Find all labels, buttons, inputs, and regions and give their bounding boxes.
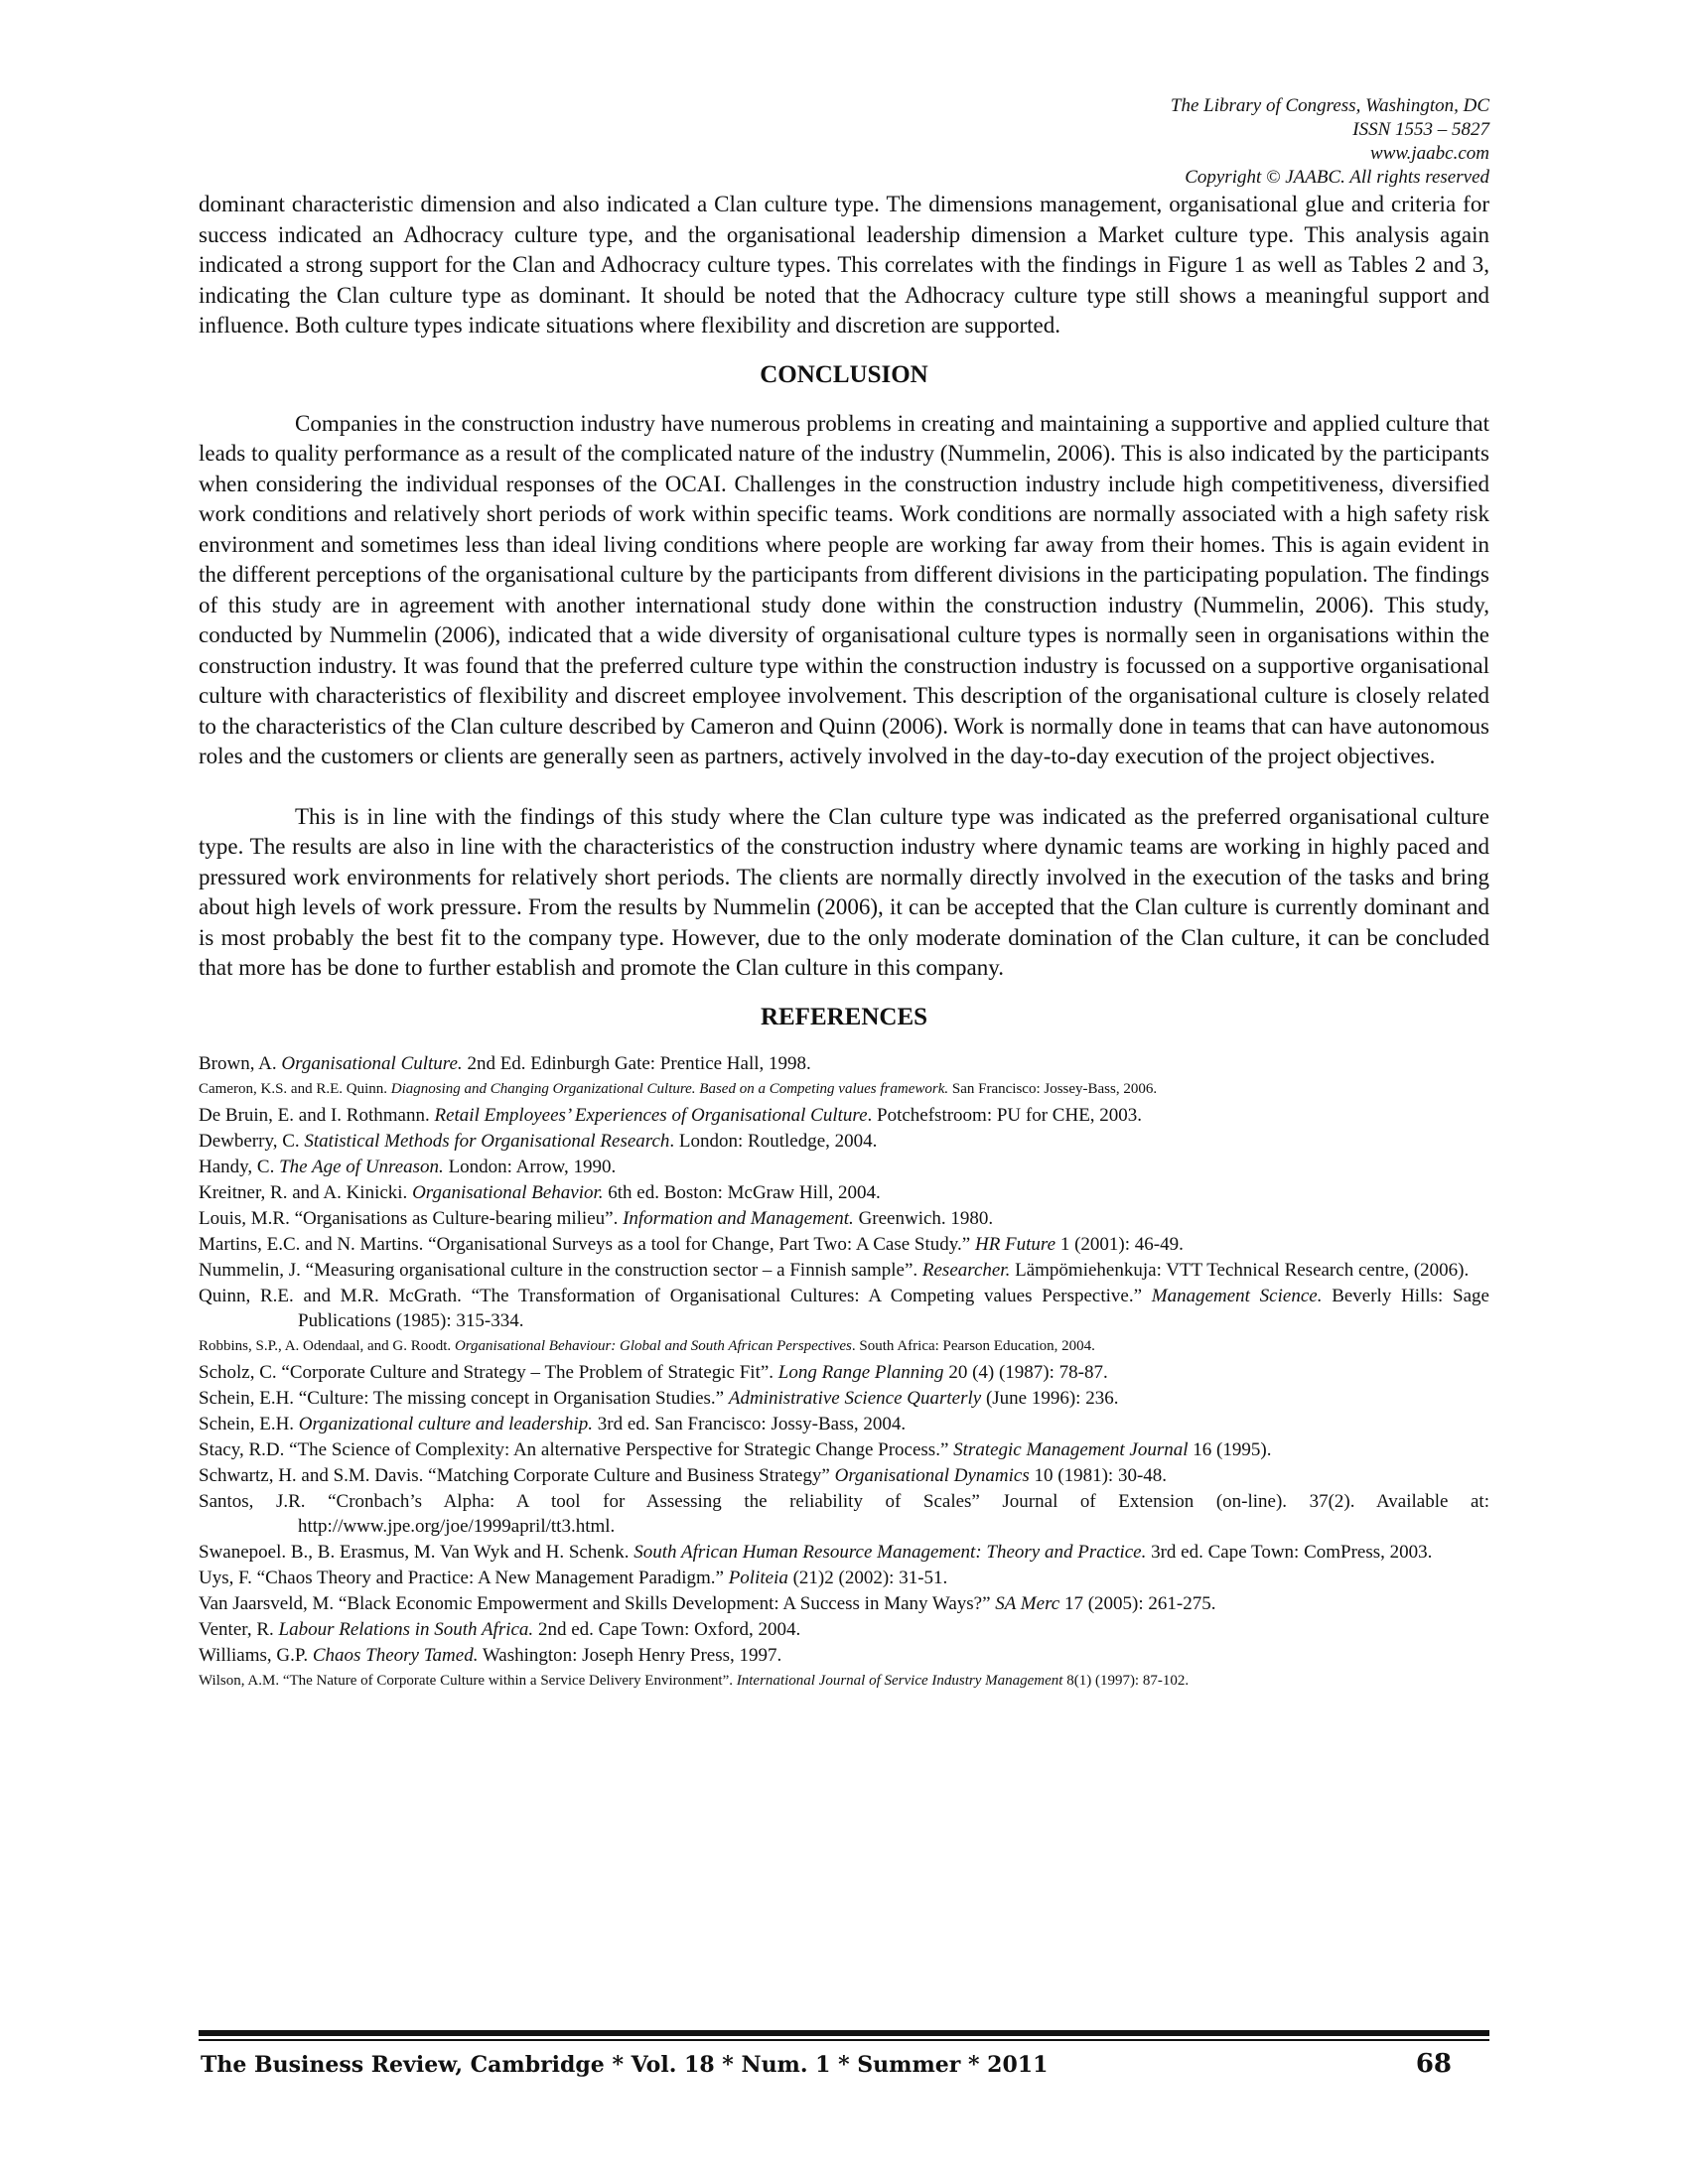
reference-title: Statistical Methods for Organisational Research (304, 1130, 670, 1152)
reference-text: (June 1996): 236. (981, 1387, 1119, 1409)
reference-entry (199, 1180, 1489, 1205)
meta-library: The Library of Congress, Washington, DC (1170, 95, 1489, 116)
reference-text: Kreitner, R. and A. Kinicki. (199, 1181, 413, 1203)
reference-text: (21)2 (2002): 31-51. (787, 1567, 948, 1588)
reference-title: HR Future (974, 1233, 1056, 1255)
conclusion-heading: CONCLUSION (760, 360, 928, 388)
reference-title: The Age of Unreason. (279, 1156, 444, 1177)
reference-text: 3rd ed. San Francisco: Jossy-Bass, 2004. (593, 1413, 907, 1434)
reference-text: Greenwich. 1980. (853, 1207, 994, 1229)
reference-title: Organisational Behavior. (412, 1181, 604, 1203)
reference-entry (199, 1540, 1489, 1565)
reference-text: Swanepoel. B., B. Erasmus, M. Van Wyk and H. Schenk. (199, 1541, 634, 1563)
reference-text: Van Jaarsveld, M. “Black Economic Empowerment and Skills Development: A Success in Many Ways?” (199, 1592, 996, 1614)
reference-text: 8(1) (1997): 87-102. (1062, 1672, 1190, 1689)
reference-text: Schein, E.H. “Culture: The missing concept in Organisation Studies.” (199, 1387, 729, 1409)
reference-entry (199, 1591, 1489, 1616)
reference-text: Santos, J.R. “Cronbach’s Alpha: A tool for Assessing the reliability of Scales” Journal of Extension (on-line). 37(2). Available at: http://www.jpe.org/joe/1999april/tt3.html. (199, 1490, 1489, 1537)
reference-entry (199, 1669, 1489, 1694)
reference-entry (199, 1437, 1489, 1462)
conclusion-paragraph-2: This is in line with the findings of this study where the Clan culture type was indicated as the preferred organisational culture type. The results are also in line with the characteristics of the construction industry where dynamic teams are working in highly paced and pressured work environments for relatively short periods. The clients are normally directly involved in the execution of the tasks and bring about high levels of work pressure. From the results by Nummelin (2006), it can be accepted that the Clan culture is currently dominant and is most probably the best fit to the company type. However, due to the only moderate domination of the Clan culture, it can be concluded that more has be done to further establish and promote the Clan culture in this company. (199, 803, 1489, 980)
references-list (199, 1051, 1489, 1694)
reference-title: Labour Relations in South Africa. (278, 1618, 534, 1640)
reference-entry (199, 1077, 1489, 1102)
footer-rule-thin (199, 2039, 1489, 2041)
page-footer (199, 2030, 1489, 2079)
reference-text: Venter, R. (199, 1618, 279, 1640)
reference-text: De Bruin, E. and I. Rothmann. (199, 1104, 435, 1126)
reference-text: Williams, G.P. (199, 1644, 313, 1666)
reference-title: Researcher. (921, 1259, 1011, 1281)
reference-text: Schwartz, H. and S.M. Davis. “Matching Corporate Culture and Business Strategy” (199, 1464, 835, 1486)
reference-entry (199, 1617, 1489, 1642)
page-content (199, 94, 1489, 1695)
meta-copyright: Copyright © JAABC. All rights reserved (1185, 167, 1489, 188)
reference-text: Dewberry, C. (199, 1130, 305, 1152)
reference-title: Politeia (728, 1567, 788, 1588)
reference-entry (199, 1051, 1489, 1076)
reference-text: . London: Routledge, 2004. (669, 1130, 878, 1152)
references-heading: REFERENCES (760, 1003, 928, 1030)
reference-entry (199, 1566, 1489, 1590)
reference-text: Wilson, A.M. “The Nature of Corporate Culture within a Service Delivery Environment”. (199, 1672, 737, 1689)
journal-meta (199, 94, 1489, 190)
reference-title: Administrative Science Quarterly (728, 1387, 982, 1409)
reference-entry (199, 1489, 1489, 1539)
reference-title: Information and Management. (623, 1207, 854, 1229)
reference-text: 3rd ed. Cape Town: ComPress, 2003. (1146, 1541, 1433, 1563)
reference-text: Quinn, R.E. and M.R. McGrath. “The Transformation of Organisational Cultures: A Competing values Perspective.” (199, 1285, 1152, 1306)
reference-entry (199, 1232, 1489, 1257)
reference-entry (199, 1386, 1489, 1411)
reference-title: Long Range Planning (777, 1361, 944, 1383)
reference-entry (199, 1360, 1489, 1385)
reference-entry (199, 1258, 1489, 1283)
meta-website: www.jaabc.com (1370, 143, 1489, 164)
conclusion-paragraph-1: Companies in the construction industry have numerous problems in creating and maintaining a supportive and applied culture that leads to quality performance as a result of the complicated nature of the industry (Nummelin, 2006). This is also indicated by the participants when considering the individual responses of the OCAI. Challenges in the construction industry include high competitiveness, diversified work conditions and relatively short periods of work within specific teams. Work conditions are normally associated with a high safety risk environment and sometimes less than ideal living conditions where people are working far away from their homes. This is again evident in the different perceptions of the organisational culture by the participants from different divisions in the participating population. The findings of this study are in agreement with another international study done within the construction industry (Nummelin, 2006). This study, conducted by Nummelin (2006), indicated that a wide diversity of organisational culture types is normally seen in organisations within the construction industry. It was found that the preferred culture type within the construction industry is focussed on a supportive organisational culture with characteristics of flexibility and discreet employee involvement. This description of the organisational culture is closely related to the characteristics of the Clan culture described by Cameron and Quinn (2006). Work is normally done in teams that can have autonomous roles and the customers or clients are generally seen as partners, actively involved in the day-to-day execution of the project objectives. (199, 410, 1489, 768)
reference-text: 2nd ed. Cape Town: Oxford, 2004. (533, 1618, 801, 1640)
reference-entry (199, 1206, 1489, 1231)
reference-text: Stacy, R.D. “The Science of Complexity: An alternative Perspective for Strategic Change Process.” (199, 1438, 954, 1460)
reference-title: Organisational Dynamics (834, 1464, 1030, 1486)
reference-text: 16 (1995). (1188, 1438, 1272, 1460)
reference-text: Handy, C. (199, 1156, 280, 1177)
reference-text: Schein, E.H. (199, 1413, 299, 1434)
reference-entry (199, 1129, 1489, 1154)
footer-journal: The Business Review, Cambridge * Vol. 18 * Num. 1 * Summer * 2011 (201, 2052, 1049, 2078)
reference-title: Retail Employees’ Experiences of Organisational Culture (434, 1104, 868, 1126)
reference-entry (199, 1155, 1489, 1179)
intro-paragraph: dominant characteristic dimension and also indicated a Clan culture type. The dimensions management, organisational glue and criteria for success indicated an Adhocracy culture type, and the organisational leadership dimension a Market culture type. This analysis again indicated a strong support for the Clan and Adhocracy culture types. This correlates with the findings in Figure 1 as well as Tables 2 and 3, indicating the Clan culture type as dominant. It should be noted that the Adhocracy culture type still shows a meaningful support and influence. Both culture types indicate situations where flexibility and discretion are supported. (199, 192, 1489, 338)
reference-text: 6th ed. Boston: McGraw Hill, 2004. (603, 1181, 881, 1203)
reference-title: Organisational Culture. (281, 1052, 463, 1074)
reference-text: Lämpömiehenkuja: VTT Technical Research centre, (2006). (1010, 1259, 1470, 1281)
reference-entry (199, 1103, 1489, 1128)
reference-text: Martins, E.C. and N. Martins. “Organisational Surveys as a tool for Change, Part Two: A Case Study.” (199, 1233, 975, 1255)
reference-text: . South Africa: Pearson Education, 2004. (851, 1337, 1095, 1354)
reference-text: London: Arrow, 1990. (443, 1156, 617, 1177)
reference-title: Diagnosing and Changing Organizational Culture. Based on a Competing values framework. (390, 1080, 949, 1097)
reference-entry (199, 1412, 1489, 1436)
reference-entry (199, 1284, 1489, 1333)
reference-text: 2nd Ed. Edinburgh Gate: Prentice Hall, 1998. (462, 1052, 811, 1074)
reference-text: 10 (1981): 30-48. (1029, 1464, 1168, 1486)
reference-text: 20 (4) (1987): 78-87. (943, 1361, 1108, 1383)
reference-text: . Potchefstroom: PU for CHE, 2003. (867, 1104, 1143, 1126)
page-number: 68 (1415, 2049, 1452, 2079)
reference-text: Scholz, C. “Corporate Culture and Strategy – The Problem of Strategic Fit”. (199, 1361, 778, 1383)
reference-title: Strategic Management Journal (953, 1438, 1189, 1460)
reference-text: Cameron, K.S. and R.E. Quinn. (199, 1080, 391, 1097)
reference-text: Uys, F. “Chaos Theory and Practice: A New Management Paradigm.” (199, 1567, 729, 1588)
reference-title: Chaos Theory Tamed. (312, 1644, 479, 1666)
reference-text: Robbins, S.P., A. Odendaal, and G. Roodt. (199, 1337, 455, 1354)
reference-text: 17 (2005): 261-275. (1059, 1592, 1216, 1614)
footer-rule-thick (199, 2030, 1489, 2036)
reference-title: Management Science. (1151, 1285, 1323, 1306)
reference-text: Washington: Joseph Henry Press, 1997. (478, 1644, 782, 1666)
reference-text: Nummelin, J. “Measuring organisational culture in the construction sector – a Finnish sample”. (199, 1259, 922, 1281)
reference-text: San Francisco: Jossey-Bass, 2006. (948, 1080, 1158, 1097)
meta-issn: ISSN 1553 – 5827 (1352, 119, 1489, 140)
reference-entry (199, 1463, 1489, 1488)
reference-text: Beverly Hills: Sage Publications (1985): 315-334. (298, 1285, 1489, 1331)
reference-title: SA Merc (995, 1592, 1060, 1614)
reference-entry (199, 1334, 1489, 1359)
reference-title: International Journal of Service Industry Management (736, 1672, 1063, 1689)
reference-entry (199, 1643, 1489, 1668)
reference-text: Louis, M.R. “Organisations as Culture-bearing milieu”. (199, 1207, 624, 1229)
reference-title: Organisational Behaviour: Global and South African Perspectives (454, 1337, 852, 1354)
reference-title: South African Human Resource Management: Theory and Practice. (633, 1541, 1147, 1563)
reference-title: Organizational culture and leadership. (298, 1413, 594, 1434)
reference-text: Brown, A. (199, 1052, 282, 1074)
reference-text: 1 (2001): 46-49. (1055, 1233, 1184, 1255)
